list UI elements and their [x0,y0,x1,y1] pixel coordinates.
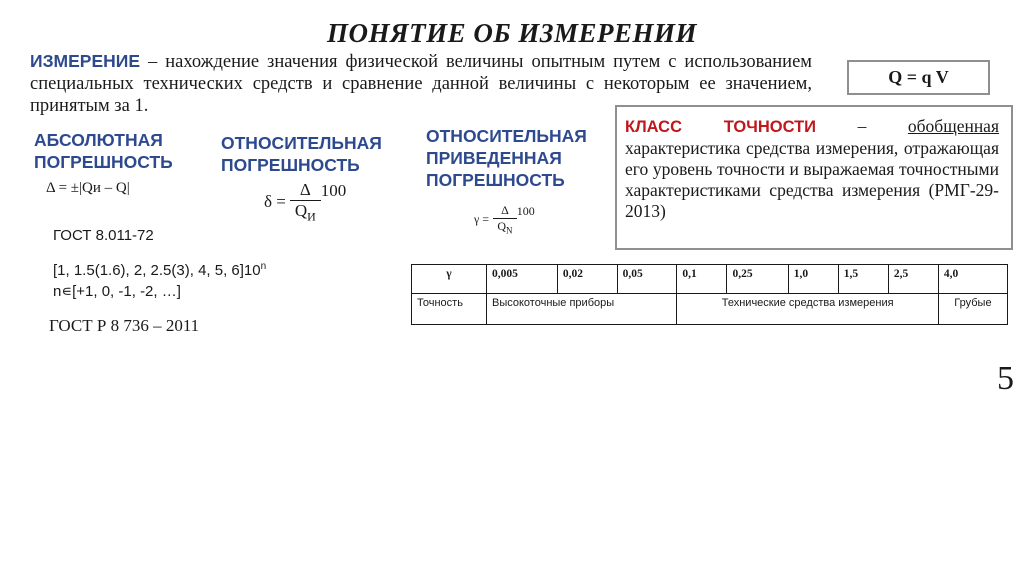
accuracy-class-table [411,264,1008,325]
table-category-high-precision: Высокоточные приборы [487,294,677,325]
measurement-term: ИЗМЕРЕНИЕ [30,51,141,71]
table-row [412,294,1008,325]
absolute-error-formula: Δ = ±|Qи – Q| [46,180,130,196]
table-gamma-label: γ [412,265,487,294]
q-formula-box: Q = q V [847,60,990,95]
table-category-technical: Технические средства измерения [677,294,938,325]
accuracy-class-term: КЛАСС ТОЧНОСТИ [625,118,817,136]
slide-title: ПОНЯТИЕ ОБ ИЗМЕРЕНИИ [326,18,698,48]
relative-error-formula [264,180,346,224]
relative-den-sub: И [307,209,316,224]
relative-fraction [290,180,321,224]
gost-r-8736: ГОСТ Р 8 736 – 2011 [49,316,200,335]
accuracy-class-text: характеристика средства измерения, отражающая его уровень точности и выражаемая точностными характеристиками средства измерения (РМГ-29-2013) [625,138,999,221]
table-cell: 2,5 [888,265,938,294]
table-cell: 0,02 [557,265,617,294]
table-row [412,265,1008,294]
relative-lhs: δ = [264,192,286,212]
table-accuracy-label: Точность [412,294,487,325]
reduced-numerator: Δ [493,203,517,219]
relative-denominator [295,201,316,224]
table-cell: 0,05 [617,265,677,294]
table-cell: 0,1 [677,265,727,294]
table-cell: 0,25 [727,265,788,294]
table-cell: 4,0 [938,265,1007,294]
table-cell: 1,0 [788,265,838,294]
reduced-den-sub: N [506,225,513,236]
reduced-error-formula [474,203,535,235]
reduced-fraction [493,203,517,235]
reduced-lhs: γ = [474,211,490,226]
absolute-error-heading [34,129,173,173]
table-cell: 1,5 [838,265,888,294]
reduced-error-heading [426,125,587,191]
n-range: n∊[+1, 0, -1, -2, …] [53,283,181,300]
relative-heading-line2: ПОГРЕШНОСТЬ [221,155,360,175]
absolute-heading-line1: АБСОЛЮТНАЯ [34,130,163,150]
accuracy-class-underlined: обобщенная [907,116,1000,136]
table-category-rough: Грубые [938,294,1007,325]
relative-den-main: Q [294,201,308,220]
reduced-heading-line2: ПРИВЕДЕННАЯ [426,148,562,168]
reduced-den-main: Q [497,219,507,233]
relative-heading-line1: ОТНОСИТЕЛЬНАЯ [221,133,382,153]
accuracy-class-dash: – [816,116,908,136]
reduced-heading-line1: ОТНОСИТЕЛЬНАЯ [426,126,587,146]
measurement-text: – нахождение значения физической величины опытным путем с использованием специальных технических средств и сравнение данной величины с некоторым ее значением, принятым за 1. [30,52,812,116]
reduced-denominator [497,219,512,235]
relative-factor: 100 [320,181,347,201]
reduced-factor: 100 [516,203,535,218]
class-series-text: [1, 1.5(1.6), 2, 2.5(3), 4, 5, 6]10 [53,262,261,279]
reduced-heading-line3: ПОГРЕШНОСТЬ [426,170,565,190]
accuracy-class-definition [615,105,1013,250]
gost-8011: ГОСТ 8.011-72 [53,227,154,244]
relative-error-heading [221,132,382,176]
absolute-heading-line2: ПОГРЕШНОСТЬ [34,152,173,172]
class-series [53,261,266,279]
relative-numerator: Δ [290,180,321,201]
page-number: 5 [997,360,1014,397]
class-series-exponent: n [260,261,267,272]
table-cell: 0,005 [487,265,558,294]
